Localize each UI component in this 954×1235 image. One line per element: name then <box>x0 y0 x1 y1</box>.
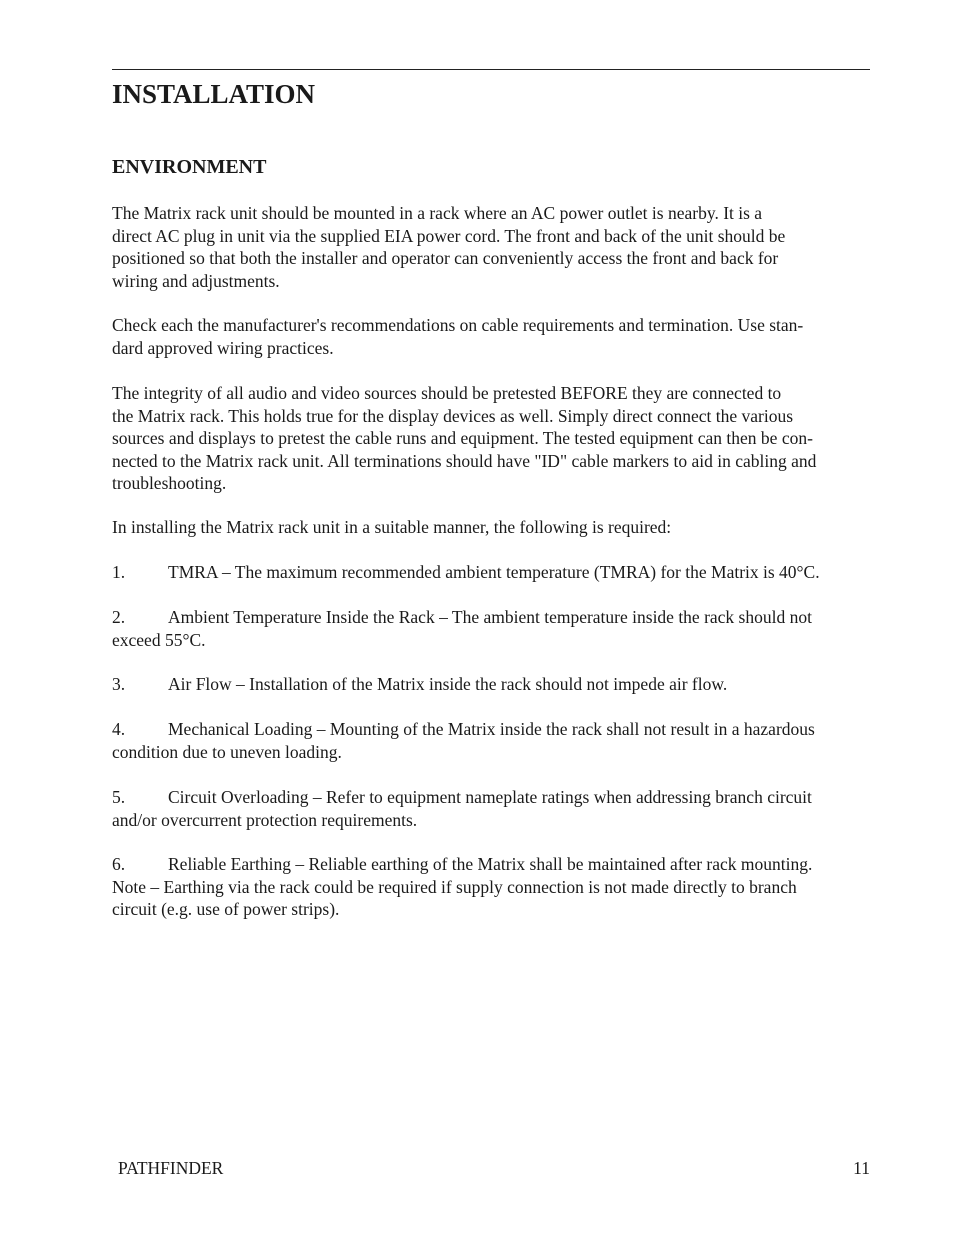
text-line: sources and displays to pretest the cable runs and equipment. The tested equipment can then be con- <box>112 428 813 448</box>
item-text-continued: exceed 55°C. <box>112 629 206 650</box>
requirement-item <box>112 786 812 831</box>
requirement-item <box>112 606 812 651</box>
text-line: positioned so that both the installer and operator can conveniently access the front and back for <box>112 248 779 268</box>
paragraph-requirements-intro <box>112 516 671 539</box>
text-line: The integrity of all audio and video sources should be pretested BEFORE they are connected to <box>112 383 782 403</box>
item-text-continued: circuit (e.g. use of power strips). <box>112 899 340 919</box>
text-line: dard approved wiring practices. <box>112 337 334 358</box>
item-text: Mechanical Loading – Mounting of the Matrix inside the rack shall not result in a hazardous <box>168 719 815 739</box>
requirement-item <box>112 718 815 763</box>
page-title: INSTALLATION <box>112 79 316 109</box>
section-heading-environment: ENVIRONMENT <box>112 156 267 178</box>
requirement-item <box>112 561 820 584</box>
paragraph-cabling <box>112 314 803 359</box>
item-text: Ambient Temperature Inside the Rack – The ambient temperature inside the rack should not <box>168 607 812 627</box>
item-number: 2. <box>112 607 126 627</box>
item-text: Air Flow – Installation of the Matrix inside the rack should not impede air flow. <box>168 674 728 694</box>
item-text: TMRA – The maximum recommended ambient temperature (TMRA) for the Matrix is 40°C. <box>168 562 820 582</box>
paragraph-pretesting <box>112 382 816 495</box>
item-number: 4. <box>112 719 126 739</box>
item-text: Circuit Overloading – Refer to equipment nameplate ratings when addressing branch circuit <box>168 787 812 807</box>
text-line: nected to the Matrix rack unit. All terminations should have "ID" cable markers to aid in cabling and <box>112 450 817 471</box>
item-text: Reliable Earthing – Reliable earthing of the Matrix shall be maintained after rack mounting. <box>168 854 813 874</box>
text-line: In installing the Matrix rack unit in a suitable manner, the following is required: <box>112 517 672 537</box>
paragraph-mounting <box>112 202 785 292</box>
header-rule <box>112 69 870 70</box>
item-number: 3. <box>112 674 126 694</box>
item-text-continued: and/or overcurrent protection requirements. <box>112 809 418 830</box>
text-line: wiring and adjustments. <box>112 270 280 291</box>
requirement-item <box>112 853 812 921</box>
item-number: 6. <box>112 854 126 874</box>
text-line: The Matrix rack unit should be mounted in a rack where an AC power outlet is nearby. It is a <box>112 203 763 223</box>
footer-product-name: PATHFINDER <box>118 1158 224 1178</box>
footer-page-number: 11 <box>853 1158 870 1178</box>
text-line: troubleshooting. <box>112 473 227 493</box>
item-text-continued: Note – Earthing via the rack could be required if supply connection is not made directly to branch <box>112 876 797 897</box>
item-number: 1. <box>112 562 126 582</box>
requirement-item <box>112 673 727 696</box>
text-line: direct AC plug in unit via the supplied EIA power cord. The front and back of the unit should be <box>112 225 786 246</box>
text-line: Check each the manufacturer's recommendations on cable requirements and termination. Use stan- <box>112 315 804 335</box>
item-text-continued: condition due to uneven loading. <box>112 741 342 762</box>
text-line: the Matrix rack. This holds true for the display devices as well. Simply direct connect the various <box>112 405 794 426</box>
item-number: 5. <box>112 787 126 807</box>
